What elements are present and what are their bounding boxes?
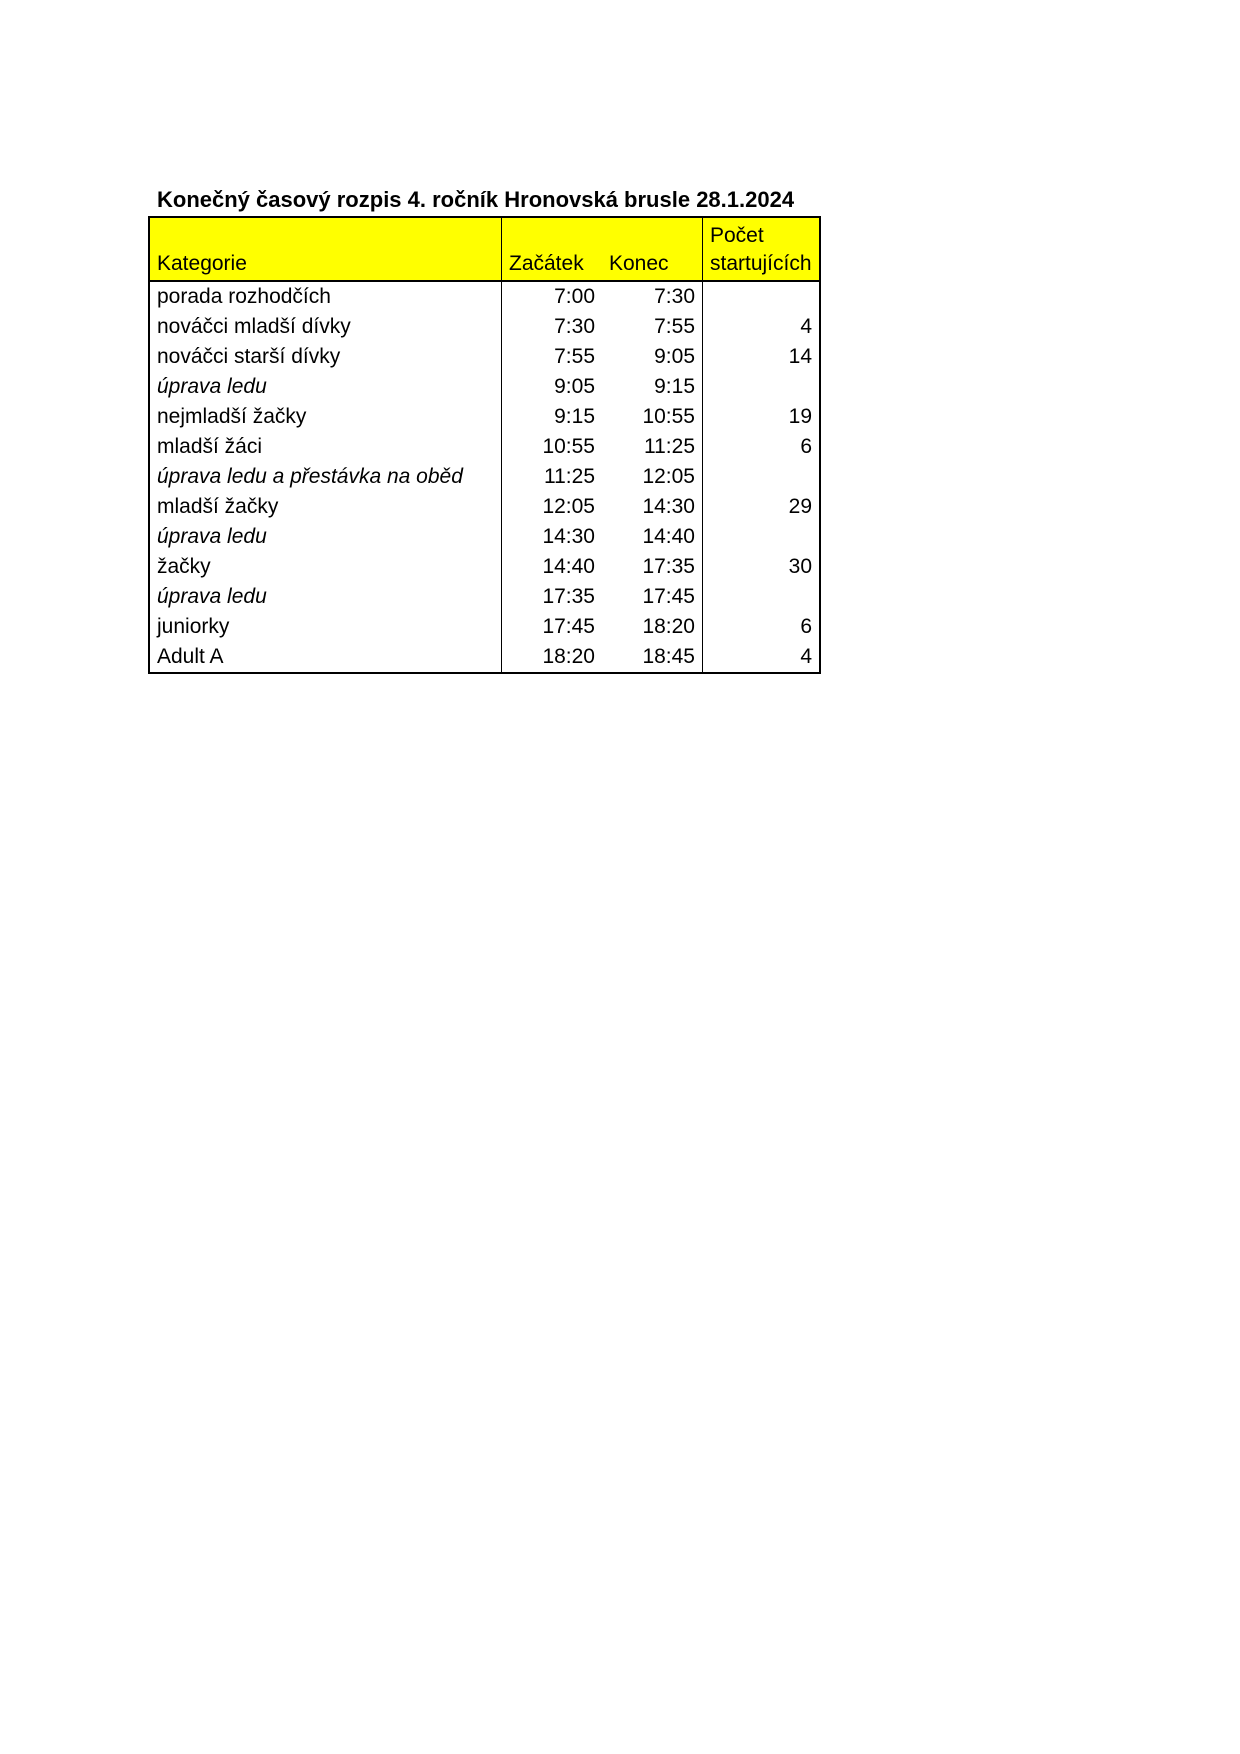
header-count [703, 217, 821, 281]
row-end: 10:55 [602, 402, 703, 432]
row-count: 30 [703, 552, 821, 582]
row-start: 18:20 [502, 642, 603, 673]
row-end: 9:15 [602, 372, 703, 402]
row-start: 17:45 [542, 615, 595, 638]
row-count [703, 462, 821, 492]
row-start: 14:40 [542, 555, 595, 578]
row-category: nejmladší žačky [149, 402, 502, 432]
table-header-row [149, 217, 820, 281]
row-category: nováčci mladší dívky [149, 312, 502, 342]
table-row [149, 612, 820, 642]
row-category: úprava ledu [149, 582, 502, 612]
table-row [149, 582, 820, 612]
row-end: 17:35 [602, 552, 703, 582]
row-end: 11:25 [602, 432, 703, 462]
row-count: 6 [703, 432, 821, 462]
row-end: 7:55 [602, 312, 703, 342]
row-start: 9:05 [554, 375, 595, 398]
row-category: juniorky [149, 612, 502, 642]
row-start: 14:30 [542, 525, 595, 548]
row-category: Adult A [149, 642, 502, 673]
table-row [149, 342, 820, 372]
row-end: 14:30 [602, 492, 703, 522]
row-start: 7:55 [554, 345, 595, 368]
table-row [149, 372, 820, 402]
row-count: 6 [703, 612, 821, 642]
row-end: 12:05 [602, 462, 703, 492]
row-count [703, 582, 821, 612]
table-row [149, 552, 820, 582]
row-end: 9:05 [602, 342, 703, 372]
row-count: 29 [703, 492, 821, 522]
row-end: 17:45 [602, 582, 703, 612]
row-count [703, 372, 821, 402]
header-start: Začátek [502, 217, 603, 281]
row-category: žačky [149, 552, 502, 582]
row-count [703, 522, 821, 552]
row-category: úprava ledu a přestávka na oběd [149, 462, 502, 492]
row-category: úprava ledu [149, 372, 502, 402]
row-start: 12:05 [542, 495, 595, 518]
header-category: Kategorie [149, 217, 502, 281]
row-count: 4 [703, 312, 821, 342]
table-row [149, 462, 820, 492]
row-count [703, 281, 821, 312]
row-count: 4 [703, 642, 821, 673]
row-end: 18:20 [602, 612, 703, 642]
header-count-line1: Počet [710, 224, 764, 247]
row-start: 10:55 [542, 435, 595, 458]
row-end: 14:40 [602, 522, 703, 552]
header-end: Konec [602, 217, 703, 281]
row-start: 11:25 [544, 465, 595, 488]
row-start: 7:30 [554, 315, 595, 338]
row-category: mladší žačky [149, 492, 502, 522]
row-start: 7:00 [554, 285, 595, 308]
row-count: 14 [703, 342, 821, 372]
schedule-table [148, 216, 821, 674]
row-start: 17:35 [542, 585, 595, 608]
table-row [149, 642, 820, 673]
row-count: 19 [703, 402, 821, 432]
row-category: nováčci starší dívky [149, 342, 502, 372]
header-count-line2: startujících [710, 252, 812, 275]
table-row [149, 312, 820, 342]
row-category: úprava ledu [149, 522, 502, 552]
row-end: 18:45 [602, 642, 703, 673]
table-row [149, 281, 820, 312]
row-category: mladší žáci [149, 432, 502, 462]
table-row [149, 432, 820, 462]
table-row [149, 402, 820, 432]
table-row [149, 522, 820, 552]
row-end: 7:30 [602, 281, 703, 312]
page-title: Konečný časový rozpis 4. ročník Hronovská brusle 28.1.2024 [157, 187, 795, 212]
row-start: 9:15 [554, 405, 595, 428]
table-row [149, 492, 820, 522]
row-category: porada rozhodčích [149, 281, 502, 312]
